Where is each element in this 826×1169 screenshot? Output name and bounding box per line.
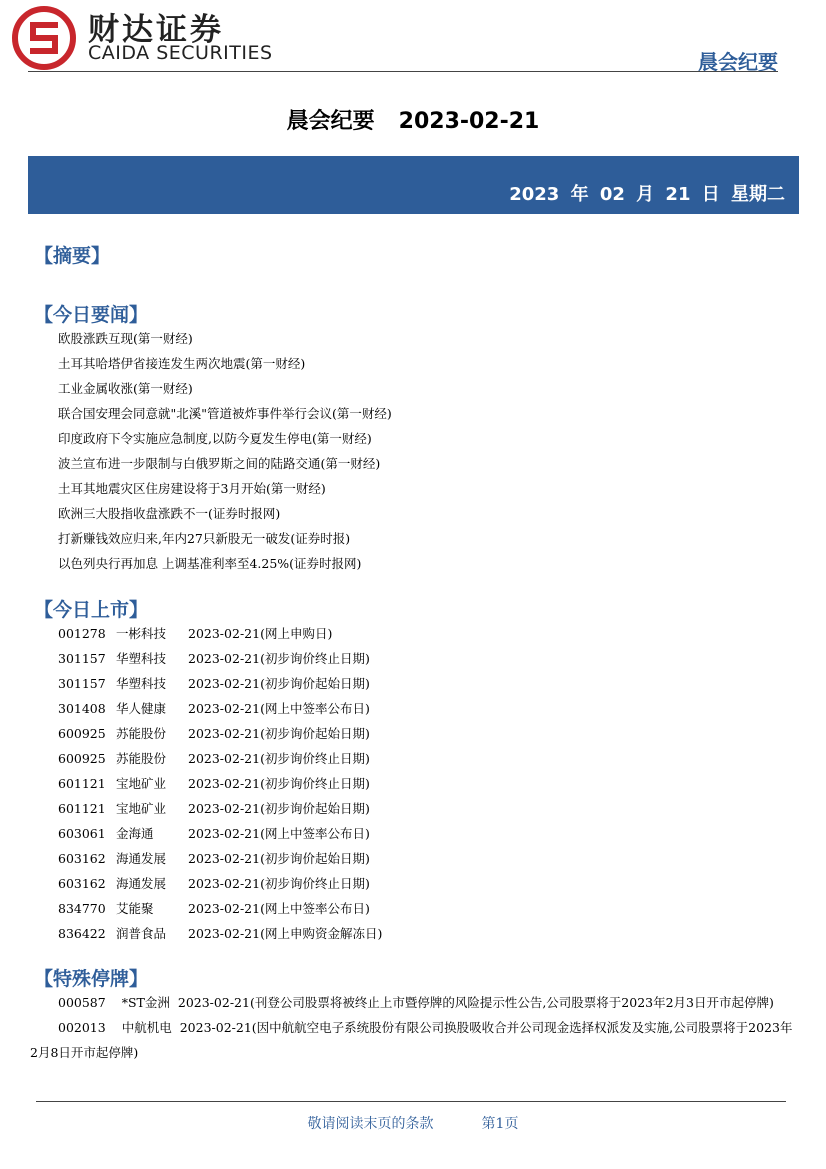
stock-code: 301408 xyxy=(58,701,106,716)
listing-detail: 2023-02-21(网上中签率公布日) xyxy=(188,901,370,916)
page-footer xyxy=(0,1113,826,1133)
brand-name-en: CAIDA SECURITIES xyxy=(88,42,273,64)
listing-detail: 2023-02-21(网上中签率公布日) xyxy=(188,701,370,716)
listing-item xyxy=(58,796,382,821)
news-item: 波兰宣布进一步限制与白俄罗斯之间的陆路交通(第一财经) xyxy=(58,456,381,471)
listing-detail: 2023-02-21(初步询价终止日期) xyxy=(188,776,370,791)
stock-code: 002013 xyxy=(58,1020,106,1035)
listing-item xyxy=(58,821,382,846)
suspension-detail: 2023-02-21(刊登公司股票将被终止上市暨停牌的风险提示性公告,公司股票将于2023年2月3日开市起停牌) xyxy=(177,995,774,1010)
news-item: 工业金属收涨(第一财经) xyxy=(58,381,193,396)
stock-code: 600925 xyxy=(58,751,106,766)
stock-code: 603061 xyxy=(58,826,106,841)
suspension-list xyxy=(30,990,800,1065)
section-heading-listing: 【今日上市】 xyxy=(34,599,149,621)
stock-code: 601121 xyxy=(58,776,106,791)
stock-name: 润普食品 xyxy=(116,926,167,941)
report-type-label: 晨会纪要 xyxy=(698,50,778,74)
stock-name: 宝地矿业 xyxy=(116,801,167,816)
suspension-item xyxy=(30,1015,800,1065)
stock-name: 金海通 xyxy=(116,826,154,841)
listing-item xyxy=(58,671,382,696)
stock-name: 苏能股份 xyxy=(116,726,167,741)
listing-item xyxy=(58,721,382,746)
stock-name: 苏能股份 xyxy=(116,751,167,766)
listing-item xyxy=(58,746,382,771)
suspension-item xyxy=(30,990,800,1015)
banner-date: 2023 年 02 月 21 日 星期二 xyxy=(509,184,785,205)
stock-code: 603162 xyxy=(58,876,106,891)
stock-name: 海通发展 xyxy=(116,876,167,891)
news-item: 欧股涨跌互现(第一财经) xyxy=(58,331,193,346)
page-title xyxy=(0,104,826,135)
listing-detail: 2023-02-21(初步询价起始日期) xyxy=(188,801,370,816)
listing-detail: 2023-02-21(初步询价终止日期) xyxy=(188,751,370,766)
stock-name: 宝地矿业 xyxy=(116,776,167,791)
stock-code: 301157 xyxy=(58,676,106,691)
news-item: 土耳其哈塔伊省接连发生两次地震(第一财经) xyxy=(58,356,306,371)
suspension-detail: 2023-02-21(因中航航空电子系统股份有限公司换股吸收合并公司现金选择权派发及实施,公司股票将于2023年2月8日开市起停牌) xyxy=(30,1020,793,1060)
stock-code: 001278 xyxy=(58,626,106,641)
stock-name: 华塑科技 xyxy=(116,651,167,666)
footer-divider xyxy=(36,1101,786,1102)
listing-item xyxy=(58,896,382,921)
stock-name: 华塑科技 xyxy=(116,676,167,691)
section-heading-summary: 【摘要】 xyxy=(34,245,111,267)
stock-name: 海通发展 xyxy=(116,851,167,866)
news-item: 联合国安理会同意就"北溪"管道被炸事件举行会议(第一财经) xyxy=(58,406,392,421)
listing-detail: 2023-02-21(网上中签率公布日) xyxy=(188,826,370,841)
stock-code: 000587 xyxy=(58,995,106,1010)
listing-detail: 2023-02-21(初步询价起始日期) xyxy=(188,726,370,741)
page-number: 第1页 xyxy=(481,1116,519,1132)
listing-item xyxy=(58,621,382,646)
brand-name-cn: 财达证券 xyxy=(88,12,224,48)
listing-detail: 2023-02-21(网上申购资金解冻日) xyxy=(188,926,383,941)
section-heading-news: 【今日要闻】 xyxy=(34,304,149,326)
listing-item xyxy=(58,771,382,796)
news-item: 印度政府下令实施应急制度,以防今夏发生停电(第一财经) xyxy=(58,431,372,446)
listing-detail: 2023-02-21(网上申购日) xyxy=(188,626,333,641)
stock-code: 600925 xyxy=(58,726,106,741)
footer-note: 敬请阅读末页的条款 xyxy=(307,1116,434,1132)
stock-name: 华人健康 xyxy=(116,701,167,716)
stock-name: 一彬科技 xyxy=(116,626,167,641)
stock-code: 603162 xyxy=(58,851,106,866)
stock-name: *ST金洲 xyxy=(121,995,170,1010)
news-item: 欧洲三大股指收盘涨跌不一(证券时报网) xyxy=(58,506,281,521)
listing-list xyxy=(58,621,382,946)
news-list xyxy=(58,326,392,576)
listing-item xyxy=(58,921,382,946)
listing-item xyxy=(58,871,382,896)
title-date: 2023-02-21 xyxy=(398,109,540,134)
listing-detail: 2023-02-21(初步询价起始日期) xyxy=(188,676,370,691)
stock-code: 601121 xyxy=(58,801,106,816)
listing-item xyxy=(58,846,382,871)
section-heading-suspension: 【特殊停牌】 xyxy=(34,968,149,990)
stock-name: 艾能聚 xyxy=(116,901,154,916)
stock-code: 836422 xyxy=(58,926,106,941)
title-name: 晨会纪要 xyxy=(286,109,375,134)
news-item: 打新赚钱效应归来,年内27只新股无一破发(证券时报) xyxy=(58,531,351,546)
header-divider xyxy=(28,71,778,72)
caida-logo-icon xyxy=(12,6,76,70)
news-item: 土耳其地震灾区住房建设将于3月开始(第一财经) xyxy=(58,481,326,496)
listing-detail: 2023-02-21(初步询价起始日期) xyxy=(188,851,370,866)
date-banner xyxy=(28,156,799,214)
listing-item xyxy=(58,646,382,671)
listing-detail: 2023-02-21(初步询价终止日期) xyxy=(188,651,370,666)
stock-code: 301157 xyxy=(58,651,106,666)
stock-name: 中航机电 xyxy=(121,1020,172,1035)
listing-detail: 2023-02-21(初步询价终止日期) xyxy=(188,876,370,891)
news-item: 以色列央行再加息 上调基准利率至4.25%(证券时报网) xyxy=(58,556,362,571)
stock-code: 834770 xyxy=(58,901,106,916)
listing-item xyxy=(58,696,382,721)
